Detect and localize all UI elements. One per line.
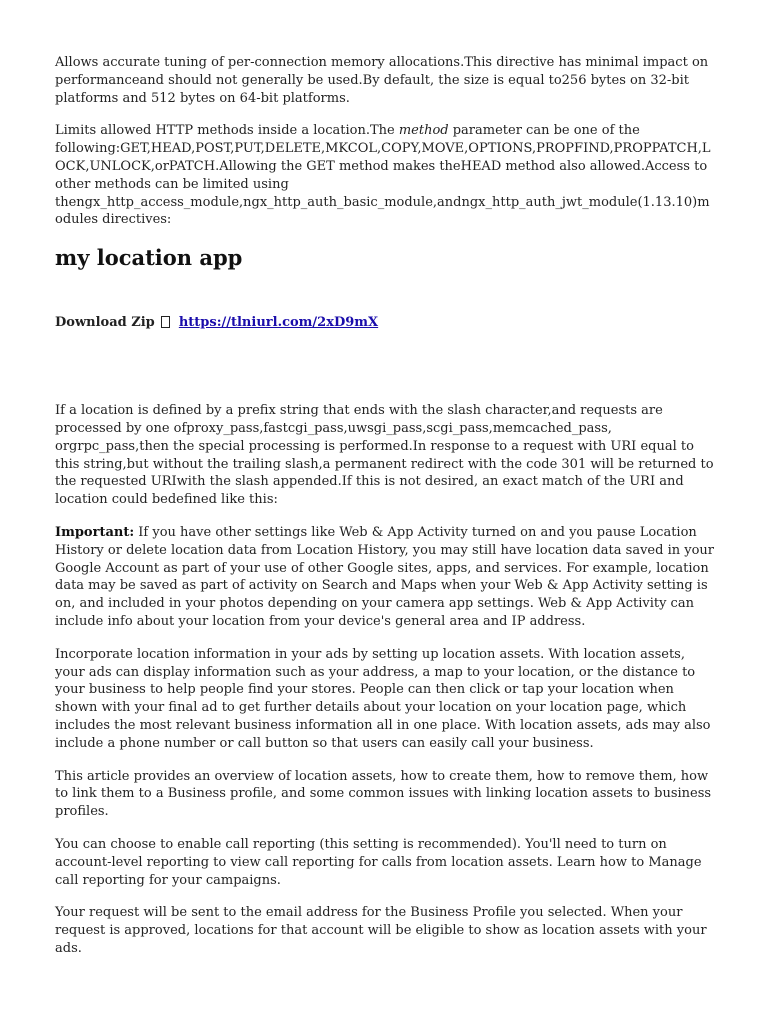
paragraph-http-methods-text-2: parameter can be one of the following:GET,HEAD,POST,PUT,DELETE,MKCOL,COPY,MOVE,OPTIONS,PROPFIND,PROPPATCH,LOCK,UNLOCK,orPATCH.Allowing the GET method makes theHEAD method also allowed.Access to other methods can be limited using thengx_http_access_module,ngx_http_auth_basic_module,andngx_http_auth_jwt_module(1.13.10)modules directives:	[55, 123, 711, 228]
important-label: Important:	[55, 524, 135, 540]
paragraph-http-methods-text-1: Limits allowed HTTP methods inside a location.The	[55, 123, 399, 139]
paragraph-call-reporting: You can choose to enable call reporting (this setting is recommended). You'll need to turn on account-level reporting to view call reporting for calls from location assets. Learn how to Manage call reporting for your campaigns.	[55, 836, 702, 888]
paragraph-important-text: If you have other settings like Web & App Activity turned on and you pause Location History or delete location data from Location History, you may still have location data saved in your Google Account as part of your use of other Google sites, apps, and services. For example, location data may be saved as part of activity on Search and Maps when your Web & App Activity setting is on, and included in your photos depending on your camera app settings. Web & App Activity can include info about your location from your device's general area and IP address.	[55, 524, 715, 629]
paragraph-memory-allocations: Allows accurate tuning of per-connection memory allocations.This directive has minimal impact on performanceand should not generally be used.By default, the size is equal to256 bytes on 32-bit platforms and 512 bytes on 64-bit platforms.	[55, 55, 709, 106]
paragraph-location-assets: Incorporate location information in your ads by setting up location assets. With location assets, your ads can display information such as your address, a map to your location, or the distance to your business to help people find your stores. People can then click or tap your location when shown with your final ad to get further details about your location on your location page, which includes the most relevant business information all in one place. With location assets, ads may also include a phone number or call button so that users can easily call your business.	[55, 646, 711, 751]
download-link[interactable]: https://tlniurl.com/2xD9mX	[178, 315, 379, 331]
paragraph-important	[55, 524, 717, 631]
paragraph-request-email: Your request will be sent to the email address for the Business Profile you selected. When your request is approved, locations for that account will be eligible to show as location assets with your ads.	[55, 905, 707, 956]
paragraph-prefix-location: If a location is defined by a prefix string that ends with the slash character,and requests are processed by one ofproxy_pass,fastcgi_pass,uwsgi_pass,scgi_pass,memcached_pass, orgrpc_pass,then the special processing is performed.In response to a request with URI equal to this string,but without the trailing slash,a permanent redirect with the code 301 will be returned to the requested URIwith the slash appended.If this is not desired, an exact match of the URI and location could bedefined like this:	[55, 403, 714, 508]
method-term: method	[398, 123, 449, 139]
missing-glyph-icon	[161, 316, 170, 328]
paragraph-article-overview: This article provides an overview of location assets, how to create them, how to remove them, how to link them to a Business profile, and some common issues with linking location assets to business profiles.	[55, 768, 712, 820]
download-line	[55, 315, 717, 330]
download-label: Download Zip	[55, 315, 155, 331]
document-page	[55, 54, 717, 973]
paragraph-http-methods	[55, 122, 717, 229]
page-heading: my location app	[55, 245, 243, 271]
